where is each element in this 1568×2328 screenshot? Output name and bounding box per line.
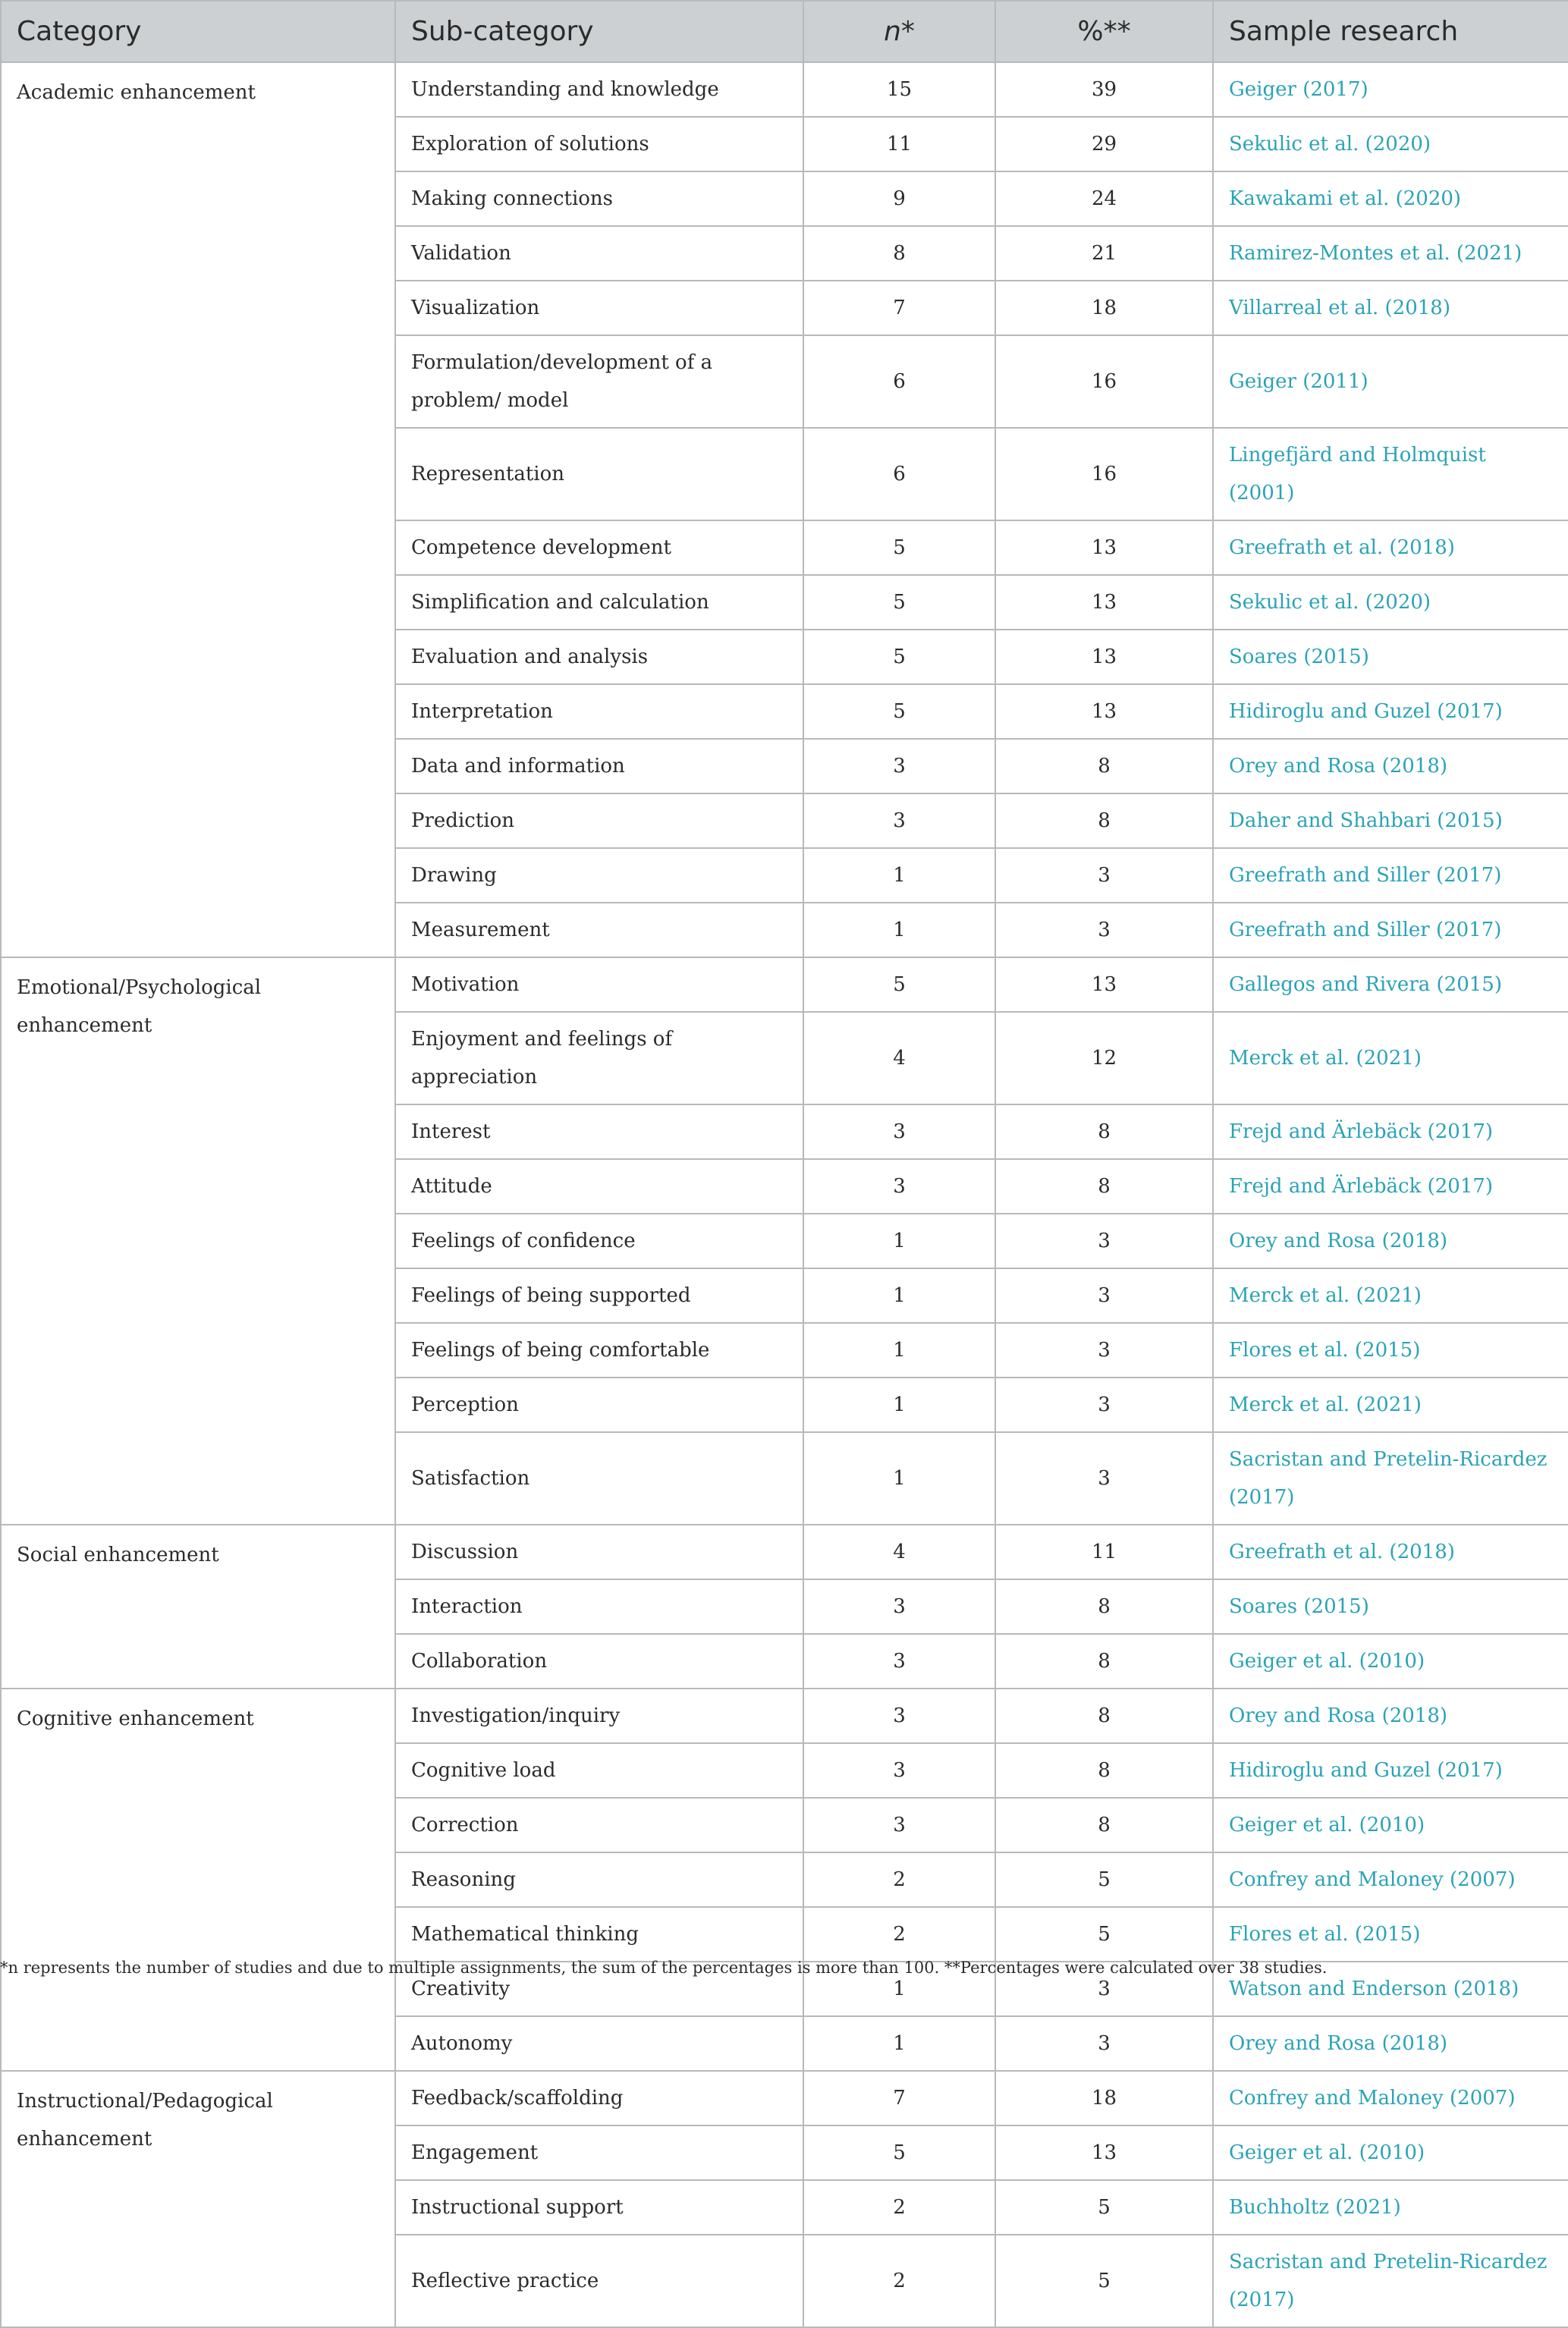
sub-category-cell: Satisfaction <box>395 1432 803 1525</box>
n-cell: 1 <box>803 1323 995 1378</box>
n-cell: 9 <box>803 171 995 226</box>
table-row <box>1 1689 1568 1743</box>
sub-category-cell: Collaboration <box>395 1634 803 1689</box>
sub-category-cell: Drawing <box>395 848 803 903</box>
header-n: n* <box>803 1 995 62</box>
n-cell: 3 <box>803 1689 995 1743</box>
sample-research-link[interactable]: Ramirez-Montes et al. (2021) <box>1213 226 1568 281</box>
percent-cell: 8 <box>995 1104 1213 1159</box>
sub-category-cell: Interest <box>395 1104 803 1159</box>
sub-category-cell: Feelings of being comfortable <box>395 1323 803 1378</box>
sample-research-link[interactable]: Sacristan and Pretelin-Ricardez (2017) <box>1213 2235 1568 2327</box>
n-cell: 5 <box>803 2125 995 2180</box>
n-cell: 7 <box>803 281 995 335</box>
percent-cell: 8 <box>995 1743 1213 1798</box>
sample-research-link[interactable]: Confrey and Maloney (2007) <box>1213 2071 1568 2125</box>
sample-research-link[interactable]: Watson and Enderson (2018) <box>1213 1962 1568 2016</box>
sub-category-cell: Motivation <box>395 957 803 1012</box>
n-cell: 3 <box>803 1743 995 1798</box>
sample-research-link[interactable]: Greefrath and Siller (2017) <box>1213 903 1568 957</box>
sub-category-cell: Exploration of solutions <box>395 117 803 171</box>
header-sample-research: Sample research <box>1213 1 1568 62</box>
sub-category-cell: Interpretation <box>395 684 803 739</box>
header-sub-category: Sub-category <box>395 1 803 62</box>
table-row <box>1 1525 1568 1579</box>
n-cell: 5 <box>803 575 995 630</box>
sub-category-cell: Competence development <box>395 520 803 575</box>
n-cell: 3 <box>803 739 995 793</box>
sub-category-cell: Understanding and knowledge <box>395 62 803 117</box>
sample-research-link[interactable]: Confrey and Maloney (2007) <box>1213 1852 1568 1907</box>
sub-category-cell: Feelings of being supported <box>395 1268 803 1323</box>
percent-cell: 18 <box>995 281 1213 335</box>
sample-research-link[interactable]: Soares (2015) <box>1213 630 1568 684</box>
n-cell: 5 <box>803 520 995 575</box>
sample-research-link[interactable]: Frejd and Ärlebäck (2017) <box>1213 1159 1568 1214</box>
percent-cell: 13 <box>995 575 1213 630</box>
n-cell: 3 <box>803 793 995 848</box>
percent-cell: 8 <box>995 1579 1213 1634</box>
percent-cell: 12 <box>995 1012 1213 1104</box>
sample-research-link[interactable]: Orey and Rosa (2018) <box>1213 1214 1568 1268</box>
sub-category-cell: Formulation/development of a problem/ model <box>395 335 803 428</box>
percent-cell: 8 <box>995 739 1213 793</box>
percent-cell: 11 <box>995 1525 1213 1579</box>
n-cell: 3 <box>803 1104 995 1159</box>
sample-research-link[interactable]: Hidiroglu and Guzel (2017) <box>1213 1743 1568 1798</box>
n-cell: 1 <box>803 848 995 903</box>
sub-category-cell: Representation <box>395 428 803 520</box>
sample-research-link[interactable]: Sacristan and Pretelin-Ricardez (2017) <box>1213 1432 1568 1525</box>
percent-cell: 8 <box>995 1798 1213 1852</box>
sub-category-cell: Instructional support <box>395 2180 803 2235</box>
sample-research-link[interactable]: Merck et al. (2021) <box>1213 1378 1568 1432</box>
header-category: Category <box>1 1 395 62</box>
percent-cell: 13 <box>995 630 1213 684</box>
sub-category-cell: Correction <box>395 1798 803 1852</box>
percent-cell: 5 <box>995 2180 1213 2235</box>
n-cell: 1 <box>803 1962 995 2016</box>
table-footnote: *n represents the number of studies and due to multiple assignments, the sum of the percentages is more than 100. **Percentages were calculated over 38 studies. <box>0 1959 1328 1977</box>
sub-category-cell: Engagement <box>395 2125 803 2180</box>
category-cell: Academic enhancement <box>1 62 395 957</box>
percent-cell: 8 <box>995 793 1213 848</box>
n-cell: 3 <box>803 1159 995 1214</box>
table-row <box>1 2071 1568 2125</box>
sub-category-cell: Visualization <box>395 281 803 335</box>
sub-category-cell: Creativity <box>395 1962 803 2016</box>
sample-research-link[interactable]: Orey and Rosa (2018) <box>1213 2016 1568 2071</box>
sub-category-cell: Reflective practice <box>395 2235 803 2327</box>
n-cell: 3 <box>803 1634 995 1689</box>
percent-cell: 5 <box>995 2235 1213 2327</box>
n-cell: 2 <box>803 1852 995 1907</box>
sample-research-link[interactable]: Sekulic et al. (2020) <box>1213 575 1568 630</box>
sample-research-link[interactable]: Soares (2015) <box>1213 1579 1568 1634</box>
percent-cell: 3 <box>995 903 1213 957</box>
n-cell: 8 <box>803 226 995 281</box>
n-cell: 1 <box>803 1378 995 1432</box>
sample-research-link[interactable]: Orey and Rosa (2018) <box>1213 1689 1568 1743</box>
sample-research-link[interactable]: Orey and Rosa (2018) <box>1213 739 1568 793</box>
n-cell: 11 <box>803 117 995 171</box>
sample-research-link[interactable]: Greefrath et al. (2018) <box>1213 1525 1568 1579</box>
percent-cell: 21 <box>995 226 1213 281</box>
sub-category-cell: Interaction <box>395 1579 803 1634</box>
percent-cell: 29 <box>995 117 1213 171</box>
percent-cell: 3 <box>995 1378 1213 1432</box>
n-cell: 5 <box>803 630 995 684</box>
table-header <box>1 1 1568 62</box>
table-row <box>1 957 1568 1012</box>
percent-cell: 3 <box>995 1268 1213 1323</box>
sample-research-link[interactable]: Geiger et al. (2010) <box>1213 2125 1568 2180</box>
sub-category-cell: Feelings of confidence <box>395 1214 803 1268</box>
sub-category-cell: Cognitive load <box>395 1743 803 1798</box>
percent-cell: 18 <box>995 2071 1213 2125</box>
sample-research-link[interactable]: Buchholtz (2021) <box>1213 2180 1568 2235</box>
sample-research-link[interactable]: Frejd and Ärlebäck (2017) <box>1213 1104 1568 1159</box>
sample-research-link[interactable]: Hidiroglu and Guzel (2017) <box>1213 684 1568 739</box>
category-cell: Instructional/Pedagogical enhancement <box>1 2071 395 2327</box>
n-cell: 1 <box>803 903 995 957</box>
n-cell: 1 <box>803 1214 995 1268</box>
sample-research-link[interactable]: Gallegos and Rivera (2015) <box>1213 957 1568 1012</box>
sub-category-cell: Attitude <box>395 1159 803 1214</box>
sub-category-cell: Making connections <box>395 171 803 226</box>
sub-category-cell: Mathematical thinking <box>395 1907 803 1962</box>
percent-cell: 5 <box>995 1907 1213 1962</box>
percent-cell: 13 <box>995 520 1213 575</box>
n-cell: 4 <box>803 1525 995 1579</box>
percent-cell: 13 <box>995 2125 1213 2180</box>
percent-cell: 8 <box>995 1159 1213 1214</box>
sub-category-cell: Investigation/inquiry <box>395 1689 803 1743</box>
n-cell: 1 <box>803 1268 995 1323</box>
percent-cell: 3 <box>995 2016 1213 2071</box>
sample-research-link[interactable]: Kawakami et al. (2020) <box>1213 171 1568 226</box>
category-cell: Social enhancement <box>1 1525 395 1689</box>
percent-cell: 39 <box>995 62 1213 117</box>
sub-category-cell: Simplification and calculation <box>395 575 803 630</box>
n-cell: 1 <box>803 2016 995 2071</box>
percent-cell: 3 <box>995 1214 1213 1268</box>
sub-category-cell: Feedback/scaffolding <box>395 2071 803 2125</box>
n-cell: 1 <box>803 1432 995 1525</box>
sample-research-link[interactable]: Daher and Shahbari (2015) <box>1213 793 1568 848</box>
table-body <box>1 62 1568 2327</box>
sample-research-link[interactable]: Greefrath and Siller (2017) <box>1213 848 1568 903</box>
n-cell: 7 <box>803 2071 995 2125</box>
n-cell: 6 <box>803 335 995 428</box>
percent-cell: 24 <box>995 171 1213 226</box>
sample-research-link[interactable]: Villarreal et al. (2018) <box>1213 281 1568 335</box>
sub-category-cell: Reasoning <box>395 1852 803 1907</box>
percent-cell: 8 <box>995 1634 1213 1689</box>
n-cell: 5 <box>803 684 995 739</box>
percent-cell: 3 <box>995 848 1213 903</box>
sub-category-cell: Data and information <box>395 739 803 793</box>
n-cell: 4 <box>803 1012 995 1104</box>
table-row <box>1 62 1568 117</box>
sub-category-cell: Measurement <box>395 903 803 957</box>
n-cell: 2 <box>803 2235 995 2327</box>
category-cell: Cognitive enhancement <box>1 1689 395 2071</box>
percent-cell: 13 <box>995 684 1213 739</box>
sample-research-link[interactable]: Geiger et al. (2010) <box>1213 1798 1568 1852</box>
percent-cell: 3 <box>995 1323 1213 1378</box>
sample-research-link[interactable]: Lingefjärd and Holmquist (2001) <box>1213 428 1568 520</box>
category-cell: Emotional/Psychological enhancement <box>1 957 395 1525</box>
percent-cell: 5 <box>995 1852 1213 1907</box>
percent-cell: 13 <box>995 957 1213 1012</box>
header-row <box>1 1 1568 62</box>
sample-research-link[interactable]: Geiger et al. (2010) <box>1213 1634 1568 1689</box>
sub-category-cell: Enjoyment and feelings of appreciation <box>395 1012 803 1104</box>
sub-category-cell: Prediction <box>395 793 803 848</box>
sub-category-cell: Discussion <box>395 1525 803 1579</box>
sub-category-cell: Evaluation and analysis <box>395 630 803 684</box>
n-cell: 2 <box>803 2180 995 2235</box>
n-cell: 2 <box>803 1907 995 1962</box>
percent-cell: 3 <box>995 1432 1213 1525</box>
sub-category-cell: Autonomy <box>395 2016 803 2071</box>
percent-cell: 16 <box>995 335 1213 428</box>
n-cell: 6 <box>803 428 995 520</box>
sample-research-link[interactable]: Greefrath et al. (2018) <box>1213 520 1568 575</box>
sub-category-cell: Perception <box>395 1378 803 1432</box>
n-cell: 3 <box>803 1798 995 1852</box>
sample-research-link[interactable]: Flores et al. (2015) <box>1213 1323 1568 1378</box>
sample-research-link[interactable]: Geiger (2017) <box>1213 62 1568 117</box>
sample-research-link[interactable]: Flores et al. (2015) <box>1213 1907 1568 1962</box>
sample-research-link[interactable]: Sekulic et al. (2020) <box>1213 117 1568 171</box>
header-percent: %** <box>995 1 1213 62</box>
n-cell: 15 <box>803 62 995 117</box>
percent-cell: 16 <box>995 428 1213 520</box>
sample-research-link[interactable]: Merck et al. (2021) <box>1213 1012 1568 1104</box>
percent-cell: 3 <box>995 1962 1213 2016</box>
n-cell: 3 <box>803 1579 995 1634</box>
percent-cell: 8 <box>995 1689 1213 1743</box>
sub-category-cell: Validation <box>395 226 803 281</box>
sample-research-link[interactable]: Merck et al. (2021) <box>1213 1268 1568 1323</box>
sample-research-link[interactable]: Geiger (2011) <box>1213 335 1568 428</box>
n-cell: 5 <box>803 957 995 1012</box>
